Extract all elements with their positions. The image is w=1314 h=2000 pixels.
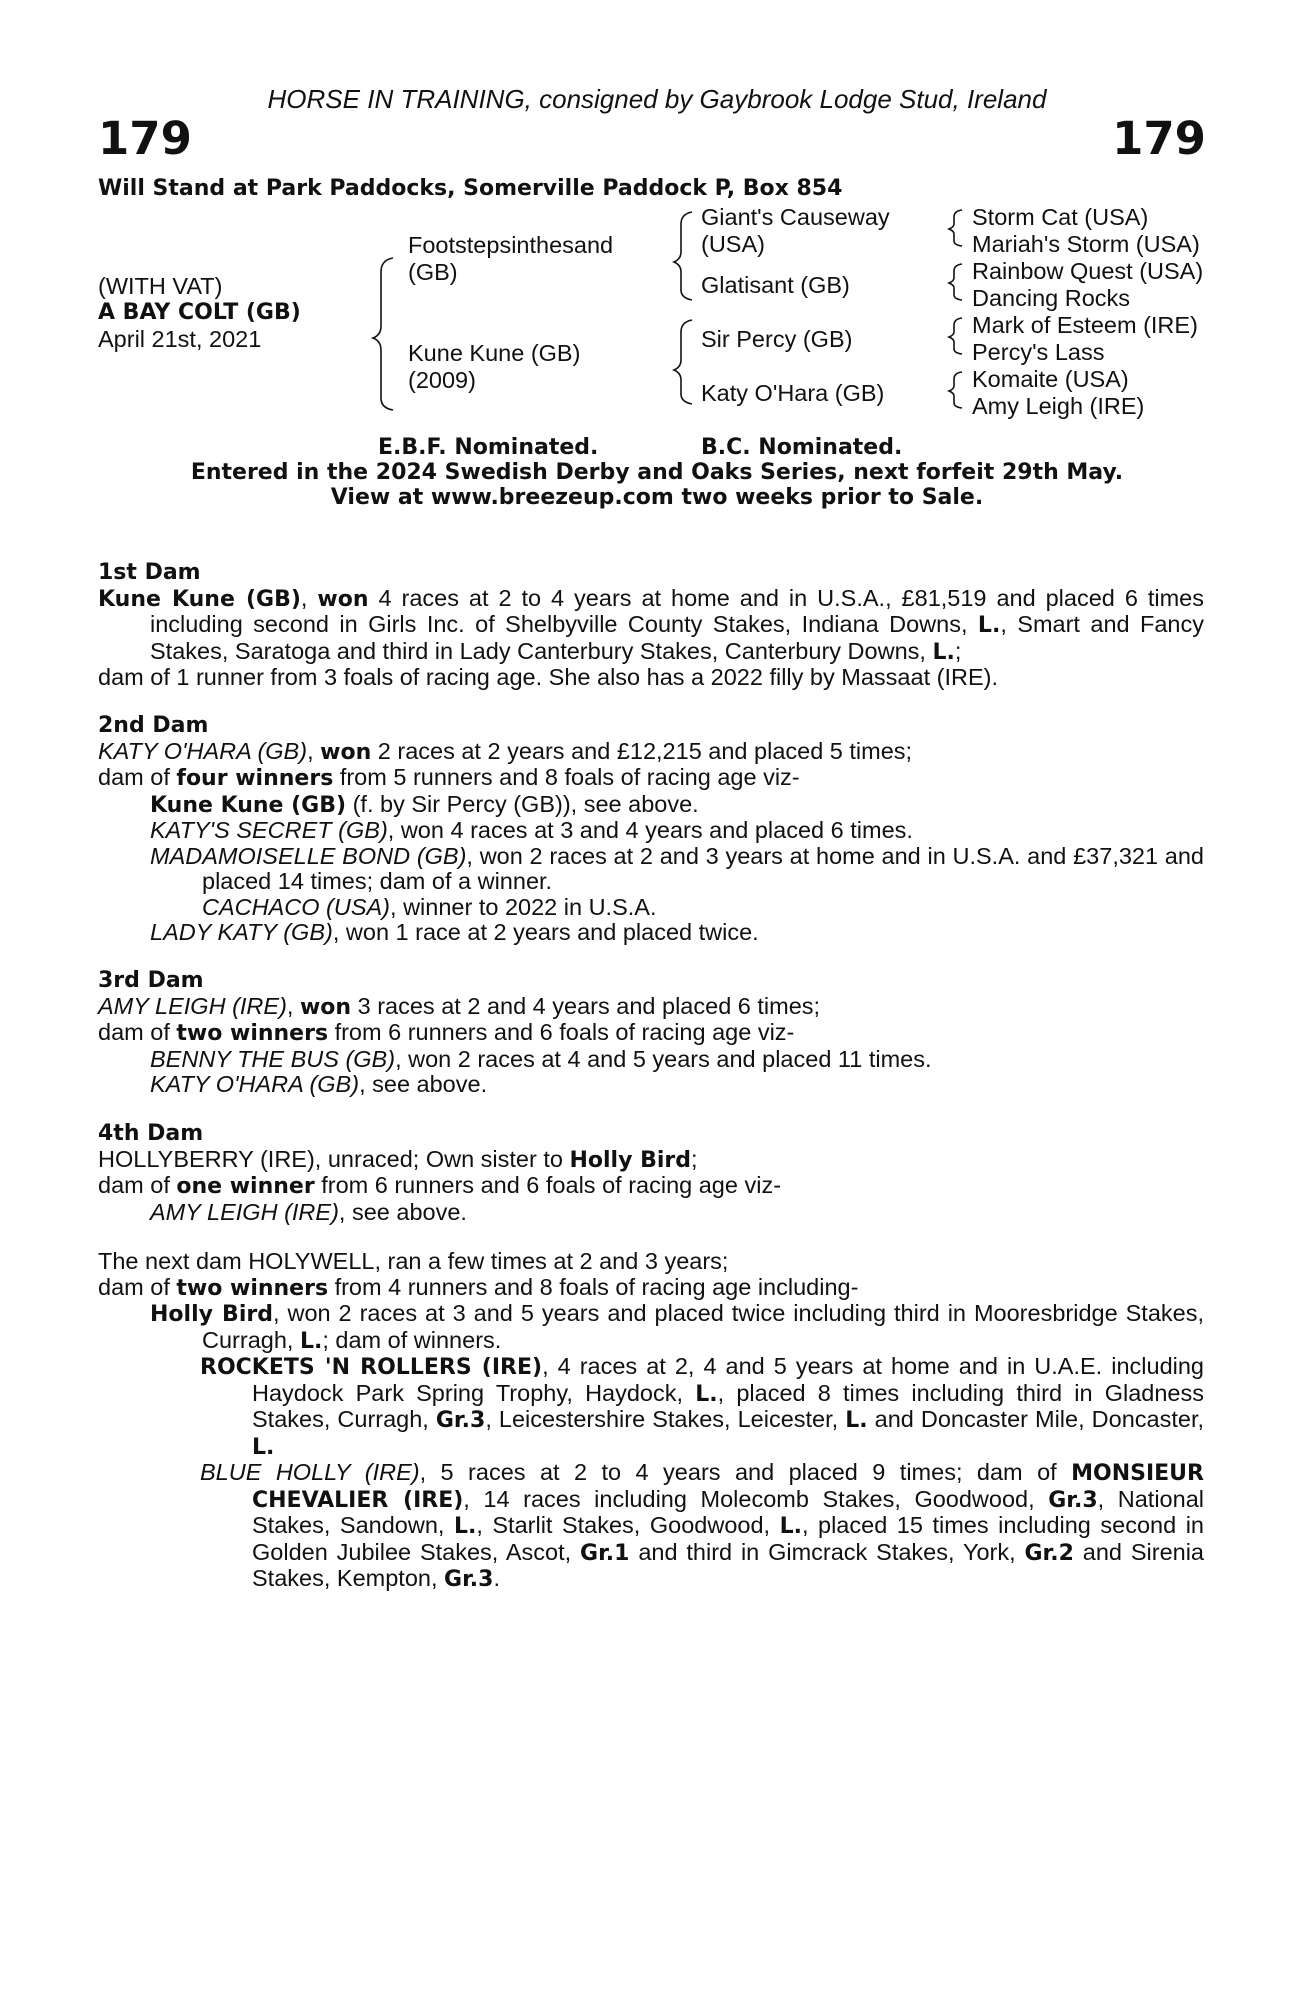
- produce-name: BENNY THE BUS (GB): [150, 1045, 396, 1072]
- listed-label: L.: [845, 1408, 868, 1433]
- produce-name: Holly Bird: [150, 1302, 273, 1327]
- ebf-nomination: E.B.F. Nominated.: [378, 435, 599, 460]
- text: dam of: [98, 764, 177, 790]
- produce-name: KATY'S SECRET (GB): [150, 817, 388, 843]
- lot-number-right: 179: [1112, 112, 1206, 165]
- listed-label: L.: [779, 1514, 802, 1539]
- winners-count: two winners: [176, 1275, 329, 1301]
- dam-produce-summary: [98, 765, 1204, 792]
- text: , placed 15 times including second in Golden Jubilee Stakes, Ascot,: [252, 1512, 1204, 1565]
- dam-produce-summary: dam of 1 runner from 3 foals of racing age. She also has a 2022 filly by Massaat (IRE).: [98, 664, 998, 690]
- listed-label: L.: [932, 639, 955, 665]
- view-online: View at www.breezeup.com two weeks prior to Sale.: [330, 485, 984, 510]
- produce-name: MONSIEUR CHEVALIER (IRE): [252, 1461, 1204, 1513]
- group-label: Gr.1: [580, 1540, 630, 1566]
- dam-record: KATY O'HARA (GB), won 2 races at 2 years and £12,215 and placed 5 times;: [98, 737, 913, 765]
- winners-count: one winner: [176, 1174, 315, 1199]
- group-label: Gr.3: [1048, 1487, 1098, 1513]
- winners-count: two winners: [176, 1021, 329, 1046]
- produce-item: [98, 920, 1204, 946]
- dam-produce-summary: [98, 1173, 1204, 1200]
- text: ;: [691, 1145, 698, 1172]
- pedigree-dam-dam: Katy O'Hara (GB): [701, 380, 885, 406]
- produce-name: BLUE HOLLY (IRE): [200, 1459, 420, 1485]
- section-next-dam: [98, 1249, 1204, 1593]
- produce-name: AMY LEIGH (IRE): [150, 1198, 339, 1225]
- produce-item: [98, 1301, 1204, 1354]
- section-4th-dam: [98, 1121, 1204, 1225]
- text: , Leicestershire Stakes, Leicester,: [485, 1406, 846, 1432]
- section-1st-dam: [98, 560, 1204, 691]
- section-heading: 3rd Dam: [98, 968, 204, 993]
- pedigree-sire-sire: [701, 204, 890, 258]
- bc-nomination: B.C. Nominated.: [701, 435, 903, 460]
- dam-record: [98, 1147, 1204, 1174]
- text: , Starlit Stakes, Goodwood,: [476, 1512, 780, 1538]
- pedigree-dsd: Percy's Lass: [972, 339, 1105, 365]
- pedigree-ddd: Amy Leigh (IRE): [972, 393, 1145, 419]
- section-heading: 1st Dam: [98, 560, 201, 585]
- pedigree-dam-sire: Sir Percy (GB): [701, 326, 853, 352]
- sire-country: (GB): [408, 259, 458, 285]
- lot-number-left: 179: [98, 112, 192, 165]
- produce-name: MADAMOISELLE BOND (GB): [150, 842, 467, 869]
- text: , won 4 races at 3 and 4 years and placed 6 times.: [387, 817, 913, 843]
- produce-item: [98, 844, 1204, 895]
- produce-item: [98, 792, 1204, 819]
- produce-name: Kune Kune (GB): [150, 792, 347, 818]
- group-label: Gr.3: [444, 1567, 494, 1592]
- dam-record: Kune Kune (GB), won 4 races at 2 to 4 years at home and in U.S.A., £81,519 and placed 6 times including second in Girls Inc. of Shelbyville County Stakes, Indiana Downs, L., Smart and Fancy Stakes, Saratoga and third in Lady Canterbury Stakes, Canterbury Downs, L.;: [98, 584, 1204, 665]
- dam-name: AMY LEIGH (IRE): [98, 992, 287, 1019]
- text: and Doncaster Mile, Doncaster,: [867, 1406, 1204, 1432]
- text: ; dam of winners.: [322, 1326, 502, 1353]
- text: , see above.: [359, 1071, 488, 1097]
- text: 3 races at 2 and 4 years and placed 6 times;: [351, 992, 821, 1019]
- pedigree-sss: Storm Cat (USA): [972, 204, 1149, 230]
- produce-name: CACHACO (USA): [202, 893, 391, 920]
- text: from 6 runners and 6 foals of racing age viz-: [314, 1172, 782, 1198]
- text: and third in Gimcrack Stakes, York,: [629, 1538, 1025, 1565]
- section-2nd-dam: [98, 713, 1204, 946]
- section-heading: 2nd Dam: [98, 713, 209, 738]
- produce-name: LADY KATY (GB): [150, 919, 333, 945]
- produce-item: [98, 895, 1204, 921]
- text: 4 races at 2 to 4 years at home and in U.S.A., £81,519 and placed 6 times including second in Girls Inc. of Shelbyville County Stakes, Indiana Downs,: [150, 584, 1204, 637]
- text: dam of: [98, 1172, 177, 1198]
- text: , winner to 2022 in U.S.A.: [390, 893, 657, 920]
- dam-record: AMY LEIGH (IRE), won 3 races at 2 and 4 years and placed 6 times;: [98, 992, 821, 1020]
- pedigree-sire-dam: Glatisant (GB): [701, 272, 850, 298]
- pedigree-dam: [408, 340, 580, 394]
- sire-sire-country: (USA): [701, 231, 765, 257]
- sister-name: Holly Bird: [569, 1147, 691, 1173]
- text: ;: [954, 637, 962, 664]
- pedigree-dss: Mark of Esteem (IRE): [972, 312, 1198, 338]
- produce-item: [98, 1200, 1204, 1226]
- horse-name: A BAY COLT (GB): [98, 300, 301, 325]
- produce-item: [98, 818, 1204, 844]
- text: dam of: [98, 1273, 177, 1300]
- text: 2 races at 2 years and £12,215 and placed 5 times;: [371, 737, 913, 764]
- dam-name: KATY O'HARA (GB): [98, 737, 308, 764]
- text: , see above.: [338, 1198, 467, 1225]
- text: , won 1 race at 2 years and placed twice.: [332, 919, 759, 945]
- text: from 4 runners and 8 foals of racing age including-: [328, 1273, 859, 1300]
- won-label: won: [320, 739, 372, 765]
- listed-label: L.: [453, 1514, 477, 1539]
- listed-label: L.: [977, 613, 1001, 638]
- group-label: Gr.2: [1024, 1540, 1074, 1566]
- pedigree-sds: Rainbow Quest (USA): [972, 258, 1204, 284]
- vat-label: (WITH VAT): [98, 273, 223, 299]
- section-3rd-dam: [98, 968, 1204, 1098]
- group-label: Gr.3: [435, 1408, 486, 1433]
- text: , won 2 races at 2 and 3 years at home and in U.S.A. and £37,321 and placed 14 times; dam of a winner.: [202, 842, 1204, 894]
- listed-label: L.: [695, 1381, 718, 1407]
- text: HOLLYBERRY (IRE), unraced; Own sister to: [98, 1145, 570, 1172]
- text: , placed 8 times including third in Gladness Stakes, Curragh,: [252, 1379, 1204, 1432]
- produce-item: [98, 1047, 1204, 1073]
- section-heading: 4th Dam: [98, 1121, 204, 1146]
- text: , won 2 races at 3 and 5 years and placed twice including third in Mooresbridge Stakes, Curragh,: [202, 1300, 1205, 1353]
- dam-name: Kune Kune (GB): [98, 586, 301, 612]
- dam-produce-summary: [98, 1020, 1204, 1047]
- pedigree-dds: Komaite (USA): [972, 366, 1129, 392]
- foaling-date: April 21st, 2021: [98, 326, 262, 352]
- dam-year: (2009): [408, 367, 476, 393]
- winners-count: four winners: [176, 766, 334, 791]
- produce-name: ROCKETS 'N ROLLERS (IRE): [200, 1355, 543, 1380]
- produce-item: [98, 1354, 1204, 1460]
- text: from 6 runners and 6 foals of racing age viz-: [328, 1019, 795, 1045]
- text: , 14 races including Molecomb Stakes, Goodwood,: [463, 1485, 1049, 1512]
- entered-series: Entered in the 2024 Swedish Derby and Oaks Series, next forfeit 29th May.: [190, 460, 1124, 485]
- text: and Sirenia Stakes, Kempton,: [252, 1538, 1204, 1591]
- text: , Smart and Fancy Stakes, Saratoga and third in Lady Canterbury Stakes, Canterbury Downs,: [150, 611, 1204, 664]
- produce-item: [98, 1072, 1204, 1098]
- text: , won 2 races at 4 and 5 years and placed 11 times.: [395, 1045, 932, 1072]
- won-label: won: [299, 994, 352, 1020]
- sire-sire-name: Giant's Causeway: [701, 204, 890, 230]
- pedigree-sdd: Dancing Rocks: [972, 285, 1131, 311]
- produce-name: KATY O'HARA (GB): [150, 1071, 360, 1097]
- text: , National Stakes, Sandown,: [252, 1485, 1204, 1538]
- text: , 4 races at 2, 4 and 5 years at home and in U.A.E. including Haydock Park Spring Trophy, Haydock,: [252, 1353, 1204, 1406]
- sire-name: Footstepsinthesand: [408, 232, 614, 258]
- dam-produce-summary: [98, 1275, 1204, 1302]
- text: dam of: [98, 1019, 177, 1045]
- produce-item: [98, 1460, 1204, 1593]
- listed-label: L.: [252, 1434, 275, 1460]
- stand-info: Will Stand at Park Paddocks, Somerville Paddock P, Box 854: [98, 176, 843, 201]
- text: (f. by Sir Percy (GB)), see above.: [346, 790, 699, 817]
- won-label: won: [317, 586, 369, 612]
- pedigree-ssd: Mariah's Storm (USA): [972, 231, 1200, 257]
- dam-name: Kune Kune (GB): [408, 340, 581, 366]
- next-dam-record: The next dam HOLYWELL, ran a few times at 2 and 3 years;: [98, 1248, 729, 1274]
- text: from 5 runners and 8 foals of racing age viz-: [333, 764, 800, 790]
- text: , 5 races at 2 to 4 years and placed 9 times; dam of: [419, 1459, 1072, 1485]
- text: .: [493, 1565, 500, 1591]
- pedigree-sire: [408, 232, 613, 286]
- catalogue-title: HORSE IN TRAINING, consigned by Gaybrook Lodge Stud, Ireland: [267, 84, 1047, 114]
- listed-label: L.: [299, 1328, 323, 1354]
